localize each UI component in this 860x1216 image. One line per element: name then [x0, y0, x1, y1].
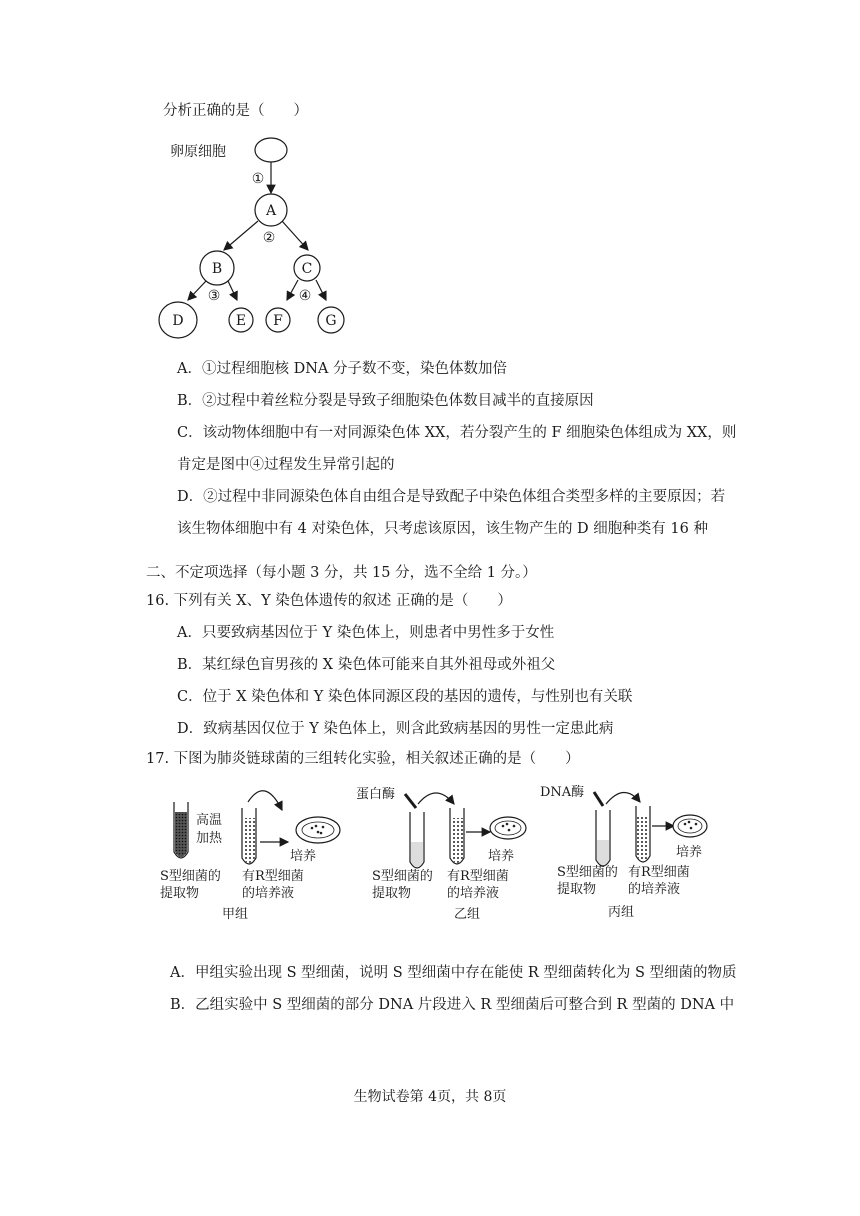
- bing-arrow-transfer: [606, 792, 640, 804]
- yi-group-label: 乙组: [454, 907, 481, 922]
- jia-culture-label: 培养: [290, 849, 317, 864]
- q15-stem-tail: 分析正确的是（ ）: [163, 103, 308, 119]
- q16-option-c: C．位于 X 染色体和 Y 染色体同源区段的基因的遗传，与性别也有关联: [177, 689, 633, 705]
- q16-option-d: D．致病基因仅位于 Y 染色体上，则含此致病基因的男性一定患此病: [177, 721, 614, 737]
- bing-enzyme-label: DNA酶: [540, 785, 585, 800]
- arrow-b-e: [228, 281, 237, 300]
- yi-left-label-1: S型细菌的: [372, 869, 433, 884]
- q16-stem: 16. 下列有关 X、Y 染色体遗传的叙述 正确的是（ ）: [146, 593, 512, 609]
- jia-mid-label-2: 的培养液: [242, 886, 295, 901]
- q15-option-d-line2: 该生物体细胞中有 4 对染色体，只考虑该原因，该生物产生的 D 细胞种类有 16 种: [177, 521, 708, 537]
- label-step2: ②: [262, 230, 276, 246]
- yi-mid-label-1: 有R型细菌: [447, 869, 509, 884]
- q17-stem: 17. 下图为肺炎链球菌的三组转化实验，相关叙述正确的是（ ）: [146, 751, 580, 767]
- label-oogonium: 卵原细胞: [170, 144, 226, 160]
- label-step4: ④: [298, 288, 312, 304]
- label-a: A: [265, 203, 277, 219]
- arrow-a-c: [282, 221, 308, 250]
- yi-mid-label-2: 的培养液: [447, 886, 500, 901]
- bing-group-label: 丙组: [608, 905, 635, 920]
- q15-option-c-line2: 肯定是图中④过程发生异常引起的: [177, 457, 395, 473]
- q15-option-d-line1: D．②过程中非同源染色体自由组合是导致配子中染色体组合类型多样的主要原因；若: [177, 489, 726, 505]
- q16-option-b: B．某红绿色盲男孩的 X 染色体可能来自其外祖母或外祖父: [177, 657, 556, 673]
- q17-option-b: B．乙组实验中 S 型细菌的部分 DNA 片段进入 R 型细菌后可整合到 R 型菌的 DNA 中: [170, 997, 735, 1013]
- label-c: C: [301, 261, 313, 277]
- bing-left-label-1: S型细菌的: [557, 865, 618, 880]
- q17-option-a: A．甲组实验出现 S 型细菌，说明 S 型细菌中存在能使 R 型细菌转化为 S 型细菌的物质: [170, 965, 737, 981]
- jia-heat-label-2: 加热: [196, 831, 223, 846]
- label-d: D: [172, 313, 184, 329]
- bing-left-label-2: 提取物: [557, 882, 597, 897]
- jia-group-label: 甲组: [222, 907, 249, 922]
- label-e: E: [235, 313, 247, 329]
- transformation-experiment-figure: [160, 780, 720, 930]
- label-b: B: [211, 261, 223, 277]
- arrow-b-d: [188, 281, 206, 300]
- yi-dropper: [405, 794, 416, 808]
- q15-option-a: A．①过程细胞核 DNA 分子数不变，染色体数加倍: [177, 361, 507, 377]
- arrow-c-g: [316, 280, 326, 300]
- yi-culture-label: 培养: [488, 849, 515, 864]
- yi-enzyme-label: 蛋白酶: [356, 787, 396, 802]
- yi-arrow-transfer: [418, 793, 454, 804]
- jia-left-label-1: S型细菌的: [160, 869, 221, 884]
- jia-left-label-2: 提取物: [160, 886, 200, 901]
- q15-option-b: B．②过程中着丝粒分裂是导致子细胞染色体数目减半的直接原因: [177, 393, 594, 409]
- jia-petri-dish: [296, 817, 340, 843]
- arrow-a-b: [224, 221, 258, 250]
- oogenesis-diagram: [150, 130, 370, 345]
- group-bing: [540, 785, 707, 920]
- label-step3: ③: [207, 288, 221, 304]
- arrow-c-f: [287, 280, 298, 300]
- oogonium-cell: [255, 138, 287, 162]
- jia-arrow-transfer: [248, 791, 282, 810]
- bing-mid-label-2: 的培养液: [628, 882, 681, 897]
- label-step1: ①: [251, 171, 265, 187]
- jia-mid-label-1: 有R型细菌: [242, 869, 304, 884]
- bing-mid-label-1: 有R型细菌: [628, 865, 690, 880]
- label-f: F: [273, 313, 283, 329]
- group-yi: [356, 787, 526, 922]
- yi-left-label-2: 提取物: [372, 886, 412, 901]
- jia-heat-label-1: 高温: [196, 813, 223, 828]
- bing-culture-label: 培养: [676, 845, 703, 860]
- page-footer: 生物试卷第 4页，共 8页: [353, 1089, 507, 1105]
- label-g: G: [325, 313, 337, 329]
- q15-option-c-line1: C．该动物体细胞中有一对同源染色体 XX，若分裂产生的 F 细胞染色体组成为 XX，则: [177, 425, 737, 441]
- section2-heading: 二、不定项选择（每小题 3 分，共 15 分，选不全给 1 分。）: [146, 565, 537, 581]
- q16-option-a: A．只要致病基因位于 Y 染色体上，则患者中男性多于女性: [177, 625, 555, 641]
- group-jia: [160, 791, 340, 922]
- bing-dropper: [594, 792, 603, 806]
